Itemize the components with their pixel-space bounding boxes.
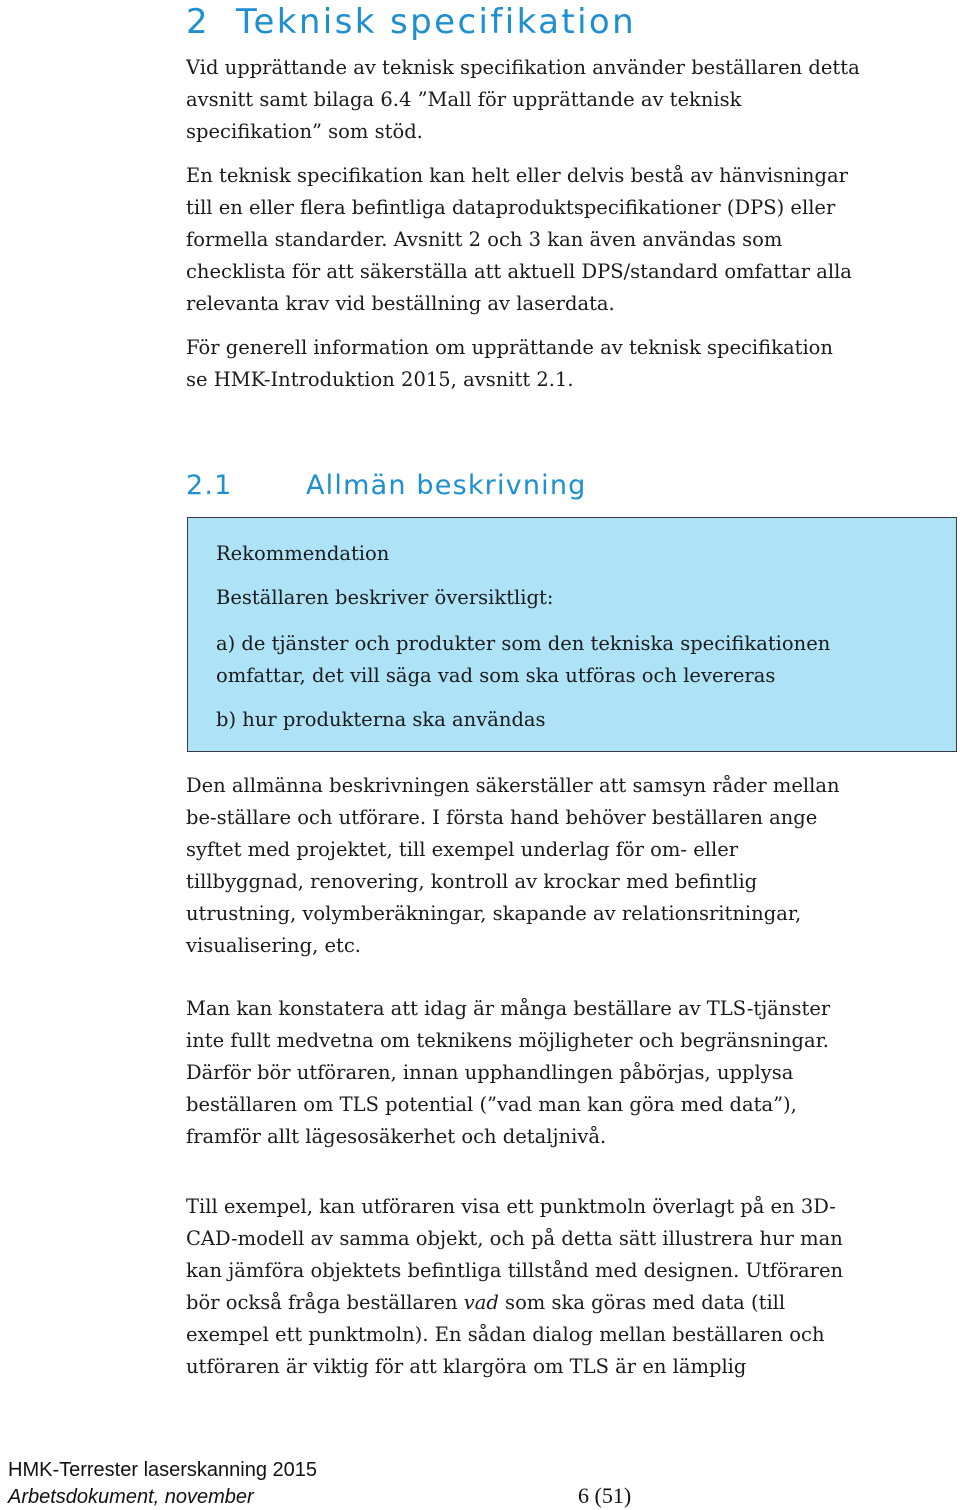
text-line: För generell information om upprättande av teknisk specifikation — [186, 336, 833, 359]
text-run: som ska göras med data (till — [498, 1291, 786, 1314]
text-line: Till exempel, kan utföraren visa ett punktmoln överlagt på en 3D- — [186, 1195, 836, 1218]
text-line: beställaren om TLS potential (”vad man kan göra med data”), — [186, 1093, 797, 1116]
text-line: CAD-modell av samma objekt, och på detta sätt illustrera hur man — [186, 1227, 843, 1250]
intro-paragraph — [186, 160, 946, 320]
text-line: formella standarder. Avsnitt 2 och 3 kan även användas som — [186, 228, 783, 251]
text-line: b) hur produkterna ska användas — [216, 708, 546, 731]
section-heading — [186, 0, 636, 44]
section-title: Teknisk specifikation — [236, 2, 637, 42]
text-line: avsnitt samt bilaga 6.4 ”Mall för upprättande av teknisk — [186, 88, 742, 111]
intro-paragraph — [186, 332, 946, 396]
text-line: relevanta krav vid beställning av laserdata. — [186, 292, 615, 315]
text-line: utrustning, volymberäkningar, skapande av relationsritningar, — [186, 902, 802, 925]
body-paragraph — [186, 770, 946, 962]
subsection-number: 2.1 — [186, 470, 233, 501]
recommendation-heading — [216, 538, 936, 570]
recommendation-item-b — [216, 704, 936, 736]
text-line: Beställaren beskriver översiktligt: — [216, 586, 554, 609]
page-number: 6 (51) — [578, 1483, 632, 1508]
text-line: visualisering, etc. — [186, 934, 361, 957]
text-line: be-ställare och utförare. I första hand behöver beställaren ange — [186, 806, 818, 829]
italic-word: vad — [463, 1291, 499, 1314]
text-line: Den allmänna beskrivningen säkerställer att samsyn råder mellan — [186, 774, 840, 797]
body-paragraph — [186, 1191, 946, 1383]
text-line: till en eller flera befintliga dataproduktspecifikationer (DPS) eller — [186, 196, 836, 219]
text-line: Rekommendation — [216, 542, 390, 565]
text-line: exempel ett punktmoln). En sådan dialog mellan beställaren och — [186, 1323, 825, 1346]
text-line: Man kan konstatera att idag är många beställare av TLS-tjänster — [186, 997, 831, 1020]
section-number: 2 — [186, 2, 211, 42]
intro-paragraph — [186, 52, 946, 148]
text-run: bör också fråga beställaren — [186, 1291, 464, 1314]
body-paragraph — [186, 993, 946, 1153]
recommendation-item-a — [216, 628, 936, 692]
text-line: Därför bör utföraren, innan upphandlingen påbörjas, upplysa — [186, 1061, 794, 1084]
subsection-heading — [186, 466, 587, 506]
text-line: tillbyggnad, renovering, kontroll av krockar med befintlig — [186, 870, 758, 893]
text-line-with-italic — [186, 1287, 946, 1319]
text-line: utföraren är viktig för att klargöra om TLS är en lämplig — [186, 1355, 747, 1378]
text-line: framför allt lägesosäkerhet och detaljnivå. — [186, 1125, 607, 1148]
text-line: En teknisk specifikation kan helt eller delvis bestå av hänvisningar — [186, 164, 848, 187]
recommendation-box — [187, 517, 957, 752]
text-line: se HMK-Introduktion 2015, avsnitt 2.1. — [186, 368, 574, 391]
text-line: specifikation” som stöd. — [186, 120, 423, 143]
text-line: omfattar, det vill säga vad som ska utföras och levereras — [216, 664, 776, 687]
text-line: Vid upprättande av teknisk specifikation använder beställaren detta — [186, 56, 860, 79]
text-line: kan jämföra objektets befintliga tillstånd med designen. Utföraren — [186, 1259, 844, 1282]
recommendation-lead — [216, 582, 936, 614]
text-line: a) de tjänster och produkter som den tekniska specifikationen — [216, 632, 831, 655]
text-line: syftet med projektet, till exempel underlag för om- eller — [186, 838, 739, 861]
text-line: inte fullt medvetna om teknikens möjligheter och begränsningar. — [186, 1029, 829, 1052]
footer-document-title: HMK-Terrester laserskanning 2015 — [8, 1459, 318, 1481]
subsection-title: Allmän beskrivning — [306, 470, 587, 501]
footer-document-status: Arbetsdokument, november — [8, 1486, 254, 1508]
text-line: checklista för att säkerställa att aktuell DPS/standard omfattar alla — [186, 260, 852, 283]
